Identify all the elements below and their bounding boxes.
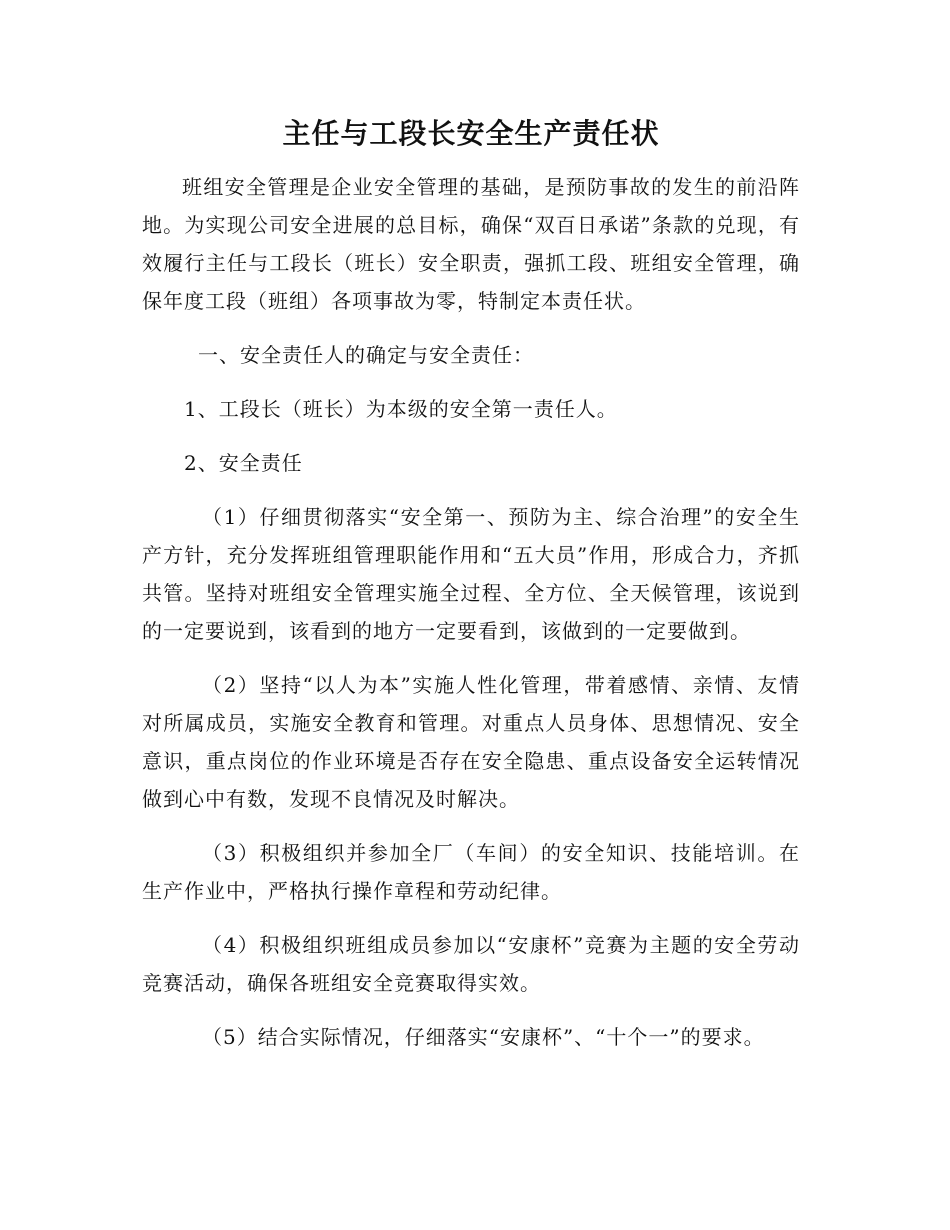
sub-item-2: （2）坚持“以人为本”实施人性化管理，带着感情、亲情、友情对所属成员，实施安全教育和管理。对重点人员身体、思想情况、安全意识，重点岗位的作业环境是否存在安全隐患、重点设备安全运转情况做到心中有数，发现不良情况及时解决。 [142,673,800,811]
spacer [142,320,800,336]
spacer [142,482,800,498]
intro-paragraph: 班组安全管理是企业安全管理的基础，是预防事故的发生的前沿阵地。为实现公司安全进展的总目标，确保“双百日承诺”条款的兑现，有效履行主任与工段长（班长）安全职责，强抓工段、班组安全管理，确保年度工段（班组）各项事故为零，特制定本责任状。 [142,175,800,313]
spacer [142,1002,800,1018]
spacer [142,428,800,444]
sub-item-5: （5）结合实际情况，仔细落实“安康杯”、“十个一”的要求。 [202,1025,765,1049]
list-item-2: 2、安全责任 [184,451,303,475]
section-heading: 一、安全责任人的确定与安全责任： [198,343,534,367]
spacer [142,650,800,666]
spacer [142,374,800,390]
spacer [142,818,800,834]
sub-item-1: （1）仔细贯彻落实“安全第一、预防为主、综合治理”的安全生产方针，充分发挥班组管理职能作用和“五大员”作用，形成合力，齐抓共管。坚持对班组安全管理实施全过程、全方位、全天候管理，该说到的一定要说到，该看到的地方一定要看到，该做到的一定要做到。 [142,505,800,643]
list-item-1: 1、工段长（班长）为本级的安全第一责任人。 [184,397,618,421]
sub-item-3: （3）积极组织并参加全厂（车间）的安全知识、技能培训。在生产作业中，严格执行操作章程和劳动纪律。 [142,841,800,903]
sub-item-4: （4）积极组织班组成员参加以“安康杯”竞赛为主题的安全劳动竞赛活动，确保各班组安全竞赛取得实效。 [142,933,800,995]
spacer [142,910,800,926]
document-title: 主任与工段长安全生产责任状 [282,117,660,150]
